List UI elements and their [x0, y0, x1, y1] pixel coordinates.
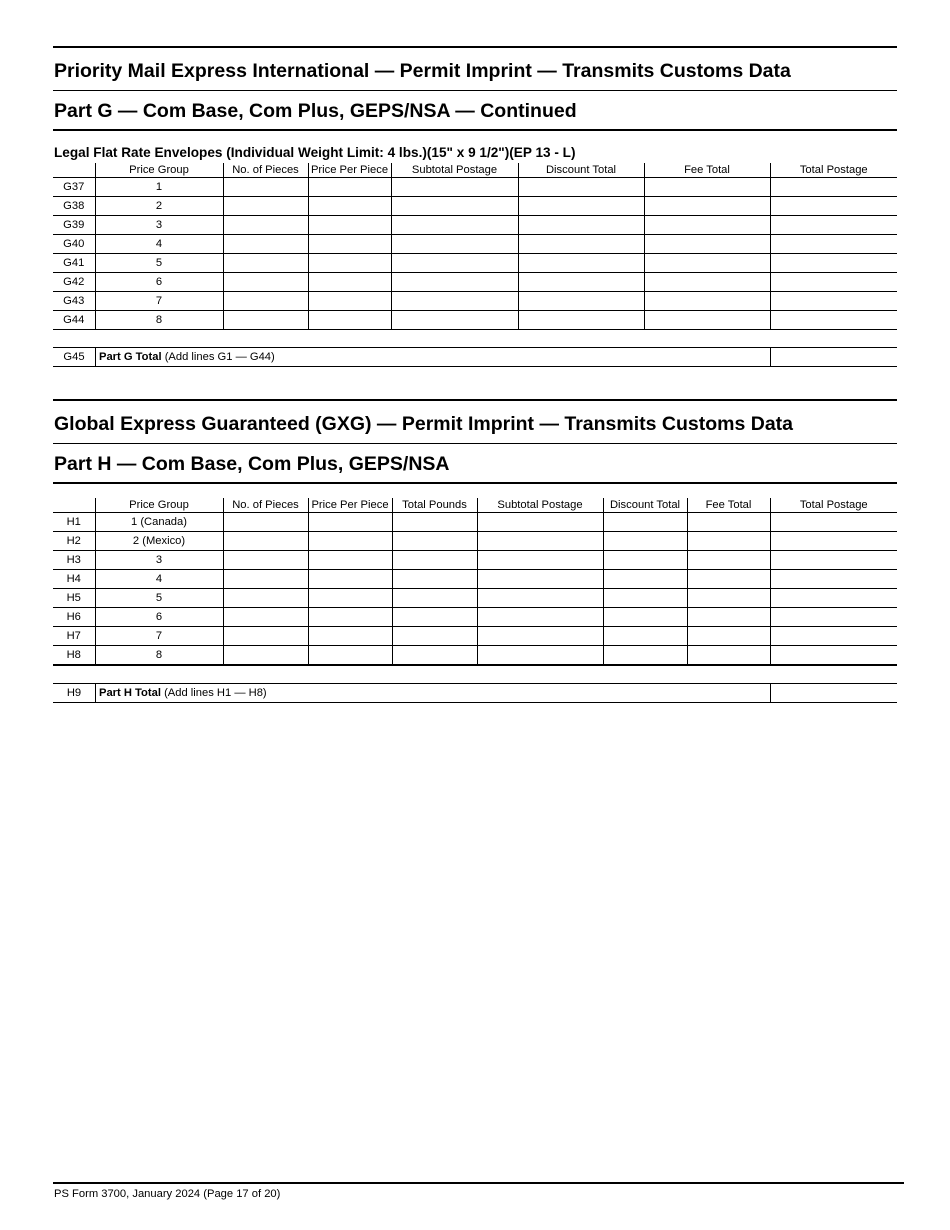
part-g-total-label	[95, 348, 771, 366]
fee-total-input[interactable]	[687, 589, 770, 608]
discount-total-input[interactable]	[518, 311, 644, 330]
row-code: G44	[53, 311, 95, 330]
table-row	[53, 570, 897, 589]
row-code: G41	[53, 254, 95, 273]
price-per-piece-input[interactable]	[308, 589, 392, 608]
total-pounds-input[interactable]	[392, 646, 477, 666]
no-of-pieces-input[interactable]	[223, 235, 308, 254]
table-row	[53, 235, 897, 254]
header-no-of-pieces: No. of Pieces	[223, 498, 308, 513]
row-price-group: 8	[95, 311, 223, 330]
part-h-total-code: H9	[66, 687, 82, 699]
table-row	[53, 589, 897, 608]
table-row	[53, 311, 897, 330]
row-code: G43	[53, 292, 95, 311]
row-code: H1	[53, 513, 95, 532]
header-total-pounds: Total Pounds	[392, 498, 477, 513]
total-pounds-input[interactable]	[392, 532, 477, 551]
price-per-piece-input[interactable]	[308, 292, 391, 311]
no-of-pieces-input[interactable]	[223, 197, 308, 216]
row-price-group: 5	[95, 254, 223, 273]
row-code: H6	[53, 608, 95, 627]
no-of-pieces-input[interactable]	[223, 589, 308, 608]
subtotal-postage-input[interactable]	[477, 646, 603, 666]
part-h-total-label-bold: Part H Total	[99, 687, 161, 699]
total-postage-input[interactable]	[770, 646, 897, 666]
subtotal-postage-input[interactable]	[391, 254, 518, 273]
row-price-group: 1	[95, 178, 223, 197]
total-postage-input[interactable]	[770, 627, 897, 646]
no-of-pieces-input[interactable]	[223, 627, 308, 646]
row-price-group: 7	[95, 292, 223, 311]
no-of-pieces-input[interactable]	[223, 532, 308, 551]
total-postage-input[interactable]	[770, 513, 897, 532]
discount-total-input[interactable]	[518, 273, 644, 292]
price-per-piece-input[interactable]	[308, 608, 392, 627]
header-price-group: Price Group	[95, 163, 223, 178]
part-g-title: Part G — Com Base, Com Plus, GEPS/NSA — Continued	[53, 90, 897, 131]
subtotal-postage-input[interactable]	[477, 608, 603, 627]
table-row	[53, 292, 897, 311]
fee-total-input[interactable]	[687, 627, 770, 646]
price-per-piece-input[interactable]	[308, 513, 392, 532]
subtotal-postage-input[interactable]	[477, 532, 603, 551]
price-per-piece-input[interactable]	[308, 235, 391, 254]
part-g-section-title: Priority Mail Express International — Permit Imprint — Transmits Customs Data	[53, 46, 897, 90]
subtotal-postage-input[interactable]	[391, 178, 518, 197]
price-per-piece-input[interactable]	[308, 551, 392, 570]
row-price-group: 3	[95, 551, 223, 570]
row-price-group: 8	[95, 646, 223, 666]
subtotal-postage-input[interactable]	[391, 292, 518, 311]
header-subtotal-postage: Subtotal Postage	[391, 163, 518, 178]
total-pounds-input[interactable]	[392, 513, 477, 532]
total-postage-input[interactable]	[770, 551, 897, 570]
no-of-pieces-input[interactable]	[223, 254, 308, 273]
table-row	[53, 254, 897, 273]
total-pounds-input[interactable]	[392, 627, 477, 646]
header-no-of-pieces: No. of Pieces	[223, 163, 308, 178]
subtotal-postage-input[interactable]	[477, 589, 603, 608]
row-code: G38	[53, 197, 95, 216]
row-code: H7	[53, 627, 95, 646]
subtotal-postage-input[interactable]	[391, 311, 518, 330]
no-of-pieces-input[interactable]	[223, 646, 308, 666]
part-g-header-row	[53, 163, 897, 178]
part-h-table	[53, 498, 897, 666]
price-per-piece-input[interactable]	[308, 311, 391, 330]
discount-total-input[interactable]	[518, 197, 644, 216]
subtotal-postage-input[interactable]	[477, 627, 603, 646]
no-of-pieces-input[interactable]	[223, 178, 308, 197]
header-price-per-piece: Price Per Piece	[308, 163, 391, 178]
subtotal-postage-input[interactable]	[391, 235, 518, 254]
price-per-piece-input[interactable]	[308, 532, 392, 551]
header-total-postage: Total Postage	[770, 498, 897, 513]
part-h-section-title: Global Express Guaranteed (GXG) — Permit Imprint — Transmits Customs Data	[53, 399, 897, 443]
subtotal-postage-input[interactable]	[477, 513, 603, 532]
no-of-pieces-input[interactable]	[223, 513, 308, 532]
fee-total-input[interactable]	[644, 292, 770, 311]
page-footer: PS Form 3700, January 2024 (Page 17 of 20)	[53, 1182, 904, 1200]
part-g-total-code: G45	[63, 351, 85, 363]
discount-total-input[interactable]	[518, 216, 644, 235]
total-postage-input[interactable]	[770, 235, 897, 254]
table-row	[53, 216, 897, 235]
table-row	[53, 513, 897, 532]
total-postage-input[interactable]	[770, 532, 897, 551]
no-of-pieces-input[interactable]	[223, 570, 308, 589]
no-of-pieces-input[interactable]	[223, 292, 308, 311]
row-code: H3	[53, 551, 95, 570]
fee-total-input[interactable]	[687, 551, 770, 570]
fee-total-input[interactable]	[644, 254, 770, 273]
discount-total-input[interactable]	[603, 532, 687, 551]
header-price-group: Price Group	[95, 498, 223, 513]
fee-total-input[interactable]	[644, 273, 770, 292]
header-discount-total: Discount Total	[518, 163, 644, 178]
row-price-group: 2 (Mexico)	[95, 532, 223, 551]
discount-total-input[interactable]	[518, 235, 644, 254]
header-code	[53, 163, 95, 178]
no-of-pieces-input[interactable]	[223, 608, 308, 627]
price-per-piece-input[interactable]	[308, 627, 392, 646]
row-code: H5	[53, 589, 95, 608]
part-h-title: Part H — Com Base, Com Plus, GEPS/NSA	[53, 443, 897, 484]
table-row	[53, 627, 897, 646]
total-postage-input[interactable]	[770, 216, 897, 235]
discount-total-input[interactable]	[518, 254, 644, 273]
price-per-piece-input[interactable]	[308, 254, 391, 273]
total-postage-input[interactable]	[770, 589, 897, 608]
subtotal-postage-input[interactable]	[391, 273, 518, 292]
price-per-piece-input[interactable]	[308, 216, 391, 235]
part-g-subtitle: Legal Flat Rate Envelopes (Individual Weight Limit: 4 lbs.)(15" x 9 1/2")(EP 13 - L)	[54, 145, 576, 160]
price-per-piece-input[interactable]	[308, 646, 392, 666]
price-per-piece-input[interactable]	[308, 273, 391, 292]
discount-total-input[interactable]	[518, 178, 644, 197]
discount-total-input[interactable]	[603, 570, 687, 589]
fee-total-input[interactable]	[644, 235, 770, 254]
row-price-group: 3	[95, 216, 223, 235]
no-of-pieces-input[interactable]	[223, 551, 308, 570]
price-per-piece-input[interactable]	[308, 178, 391, 197]
header-discount-total: Discount Total	[603, 498, 687, 513]
part-h-total-label	[95, 684, 771, 702]
row-code: G39	[53, 216, 95, 235]
subtotal-postage-input[interactable]	[477, 551, 603, 570]
row-price-group: 4	[95, 570, 223, 589]
row-code: H2	[53, 532, 95, 551]
row-price-group: 6	[95, 273, 223, 292]
discount-total-input[interactable]	[603, 513, 687, 532]
subtotal-postage-input[interactable]	[477, 570, 603, 589]
row-code: H4	[53, 570, 95, 589]
form-page	[53, 0, 897, 703]
total-postage-input[interactable]	[770, 311, 897, 330]
row-price-group: 1 (Canada)	[95, 513, 223, 532]
total-postage-input[interactable]	[770, 608, 897, 627]
header-subtotal-postage: Subtotal Postage	[477, 498, 603, 513]
discount-total-input[interactable]	[603, 646, 687, 666]
fee-total-input[interactable]	[644, 311, 770, 330]
total-postage-input[interactable]	[770, 254, 897, 273]
total-postage-input[interactable]	[770, 197, 897, 216]
no-of-pieces-input[interactable]	[223, 216, 308, 235]
fee-total-input[interactable]	[687, 532, 770, 551]
discount-total-input[interactable]	[603, 551, 687, 570]
total-postage-input[interactable]	[770, 292, 897, 311]
total-pounds-input[interactable]	[392, 570, 477, 589]
total-pounds-input[interactable]	[392, 589, 477, 608]
table-row	[53, 178, 897, 197]
table-row	[53, 646, 897, 666]
table-row	[53, 273, 897, 292]
total-pounds-input[interactable]	[392, 608, 477, 627]
header-total-postage: Total Postage	[770, 163, 897, 178]
part-g-total-label-rest: (Add lines G1 — G44)	[164, 351, 275, 363]
table-row	[53, 551, 897, 570]
header-price-per-piece: Price Per Piece	[308, 498, 392, 513]
table-row	[53, 608, 897, 627]
header-code	[53, 498, 95, 513]
header-fee-total: Fee Total	[687, 498, 770, 513]
total-pounds-input[interactable]	[392, 551, 477, 570]
part-g-total-row	[53, 347, 897, 367]
fee-total-input[interactable]	[687, 608, 770, 627]
total-postage-input[interactable]	[770, 178, 897, 197]
discount-total-input[interactable]	[603, 608, 687, 627]
row-code: H8	[53, 646, 95, 666]
total-postage-input[interactable]	[770, 570, 897, 589]
row-code: G37	[53, 178, 95, 197]
part-h-total-row	[53, 683, 897, 703]
row-price-group: 5	[95, 589, 223, 608]
row-price-group: 2	[95, 197, 223, 216]
fee-total-input[interactable]	[644, 197, 770, 216]
row-code: G40	[53, 235, 95, 254]
table-row	[53, 532, 897, 551]
fee-total-input[interactable]	[687, 570, 770, 589]
discount-total-input[interactable]	[603, 627, 687, 646]
price-per-piece-input[interactable]	[308, 570, 392, 589]
part-g-total-label-bold: Part G Total	[99, 351, 162, 363]
fee-total-input[interactable]	[687, 646, 770, 666]
row-price-group: 6	[95, 608, 223, 627]
fee-total-input[interactable]	[644, 178, 770, 197]
part-h-header-row	[53, 498, 897, 513]
subtotal-postage-input[interactable]	[391, 197, 518, 216]
no-of-pieces-input[interactable]	[223, 273, 308, 292]
fee-total-input[interactable]	[644, 216, 770, 235]
part-g-total-input[interactable]	[771, 348, 897, 366]
part-h-total-input[interactable]	[771, 684, 897, 702]
discount-total-input[interactable]	[603, 589, 687, 608]
no-of-pieces-input[interactable]	[223, 311, 308, 330]
subtotal-postage-input[interactable]	[391, 216, 518, 235]
row-price-group: 7	[95, 627, 223, 646]
fee-total-input[interactable]	[687, 513, 770, 532]
row-price-group: 4	[95, 235, 223, 254]
price-per-piece-input[interactable]	[308, 197, 391, 216]
part-g-table	[53, 163, 897, 330]
header-fee-total: Fee Total	[644, 163, 770, 178]
row-code: G42	[53, 273, 95, 292]
part-h-total-label-rest: (Add lines H1 — H8)	[164, 687, 267, 699]
discount-total-input[interactable]	[518, 292, 644, 311]
table-row	[53, 197, 897, 216]
total-postage-input[interactable]	[770, 273, 897, 292]
